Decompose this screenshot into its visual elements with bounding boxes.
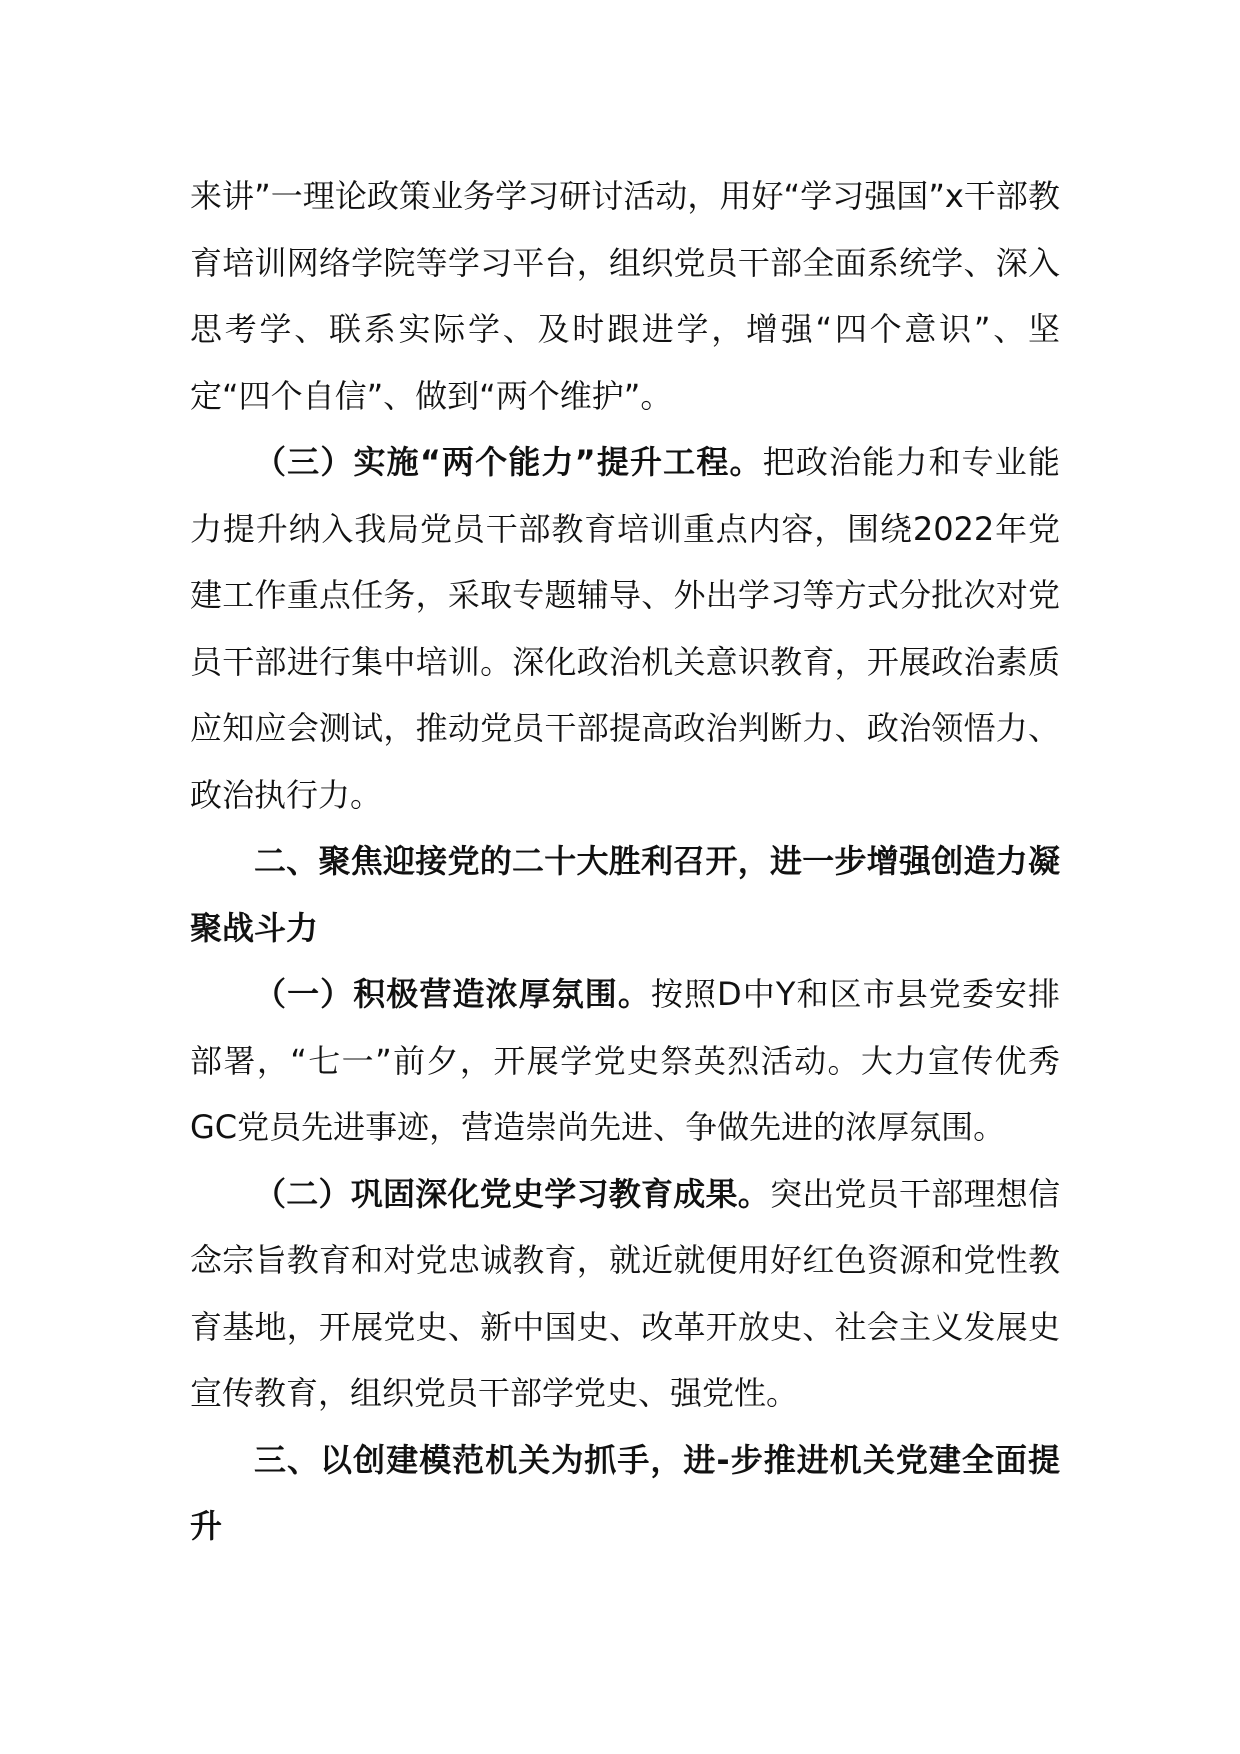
paragraph-text: 把政治能力和专业能力提升纳入我局党员干部教育培训重点内容，围绕2022年党建工作重点任务，采取专题辅导、外出学习等方式分批次对党员干部进行集中培训。深化政治机关意识教育，开展政治素质应知应会测试，推动党员干部提高政治判断力、政治领悟力、政治执行力。	[190, 443, 1060, 814]
paragraph-text: 来讲”一理论政策业务学习研讨活动，用好“学习强国”x干部教育培训网络学院等学习平台，组织党员干部全面系统学、深入思考学、联系实际学、及时跟进学，增强“四个意识”、坚定“四个自信”、做到“两个维护”。	[190, 177, 1060, 415]
paragraph-text: 突出党员干部理想信念宗旨教育和对党忠诚教育，就近就便用好红色资源和党性教育基地，开展党史、新中国史、改革开放史、社会主义发展史宣传教育，组织党员干部学党史、强党性。	[190, 1174, 1060, 1412]
paragraph-lead: （二）巩固深化党史学习教育成果。	[254, 1174, 770, 1213]
document-body	[190, 163, 1060, 1560]
paragraph-lead: （一）积极营造浓厚氛围。	[254, 975, 651, 1013]
section-heading-2: 二、聚焦迎接党的二十大胜利召开，进一步增强创造力凝聚战斗力	[190, 842, 1060, 947]
paragraph-section-3	[190, 429, 1060, 828]
paragraph-section-2	[190, 1161, 1060, 1427]
section-heading-3: 三、以创建模范机关为抓手，进-步推进机关党建全面提升	[190, 1440, 1060, 1545]
paragraph-section-1	[190, 961, 1060, 1161]
paragraph-continued	[190, 163, 1060, 429]
paragraph-text: 按照D中Y和区市县党委安排部署，“七一”前夕，开展学党史祭英烈活动。大力宣传优秀GC党员先进事迹，营造崇尚先进、争做先进的浓厚氛围。	[190, 975, 1060, 1146]
paragraph-lead: （三）实施“两个能力”提升工程。	[254, 443, 763, 481]
